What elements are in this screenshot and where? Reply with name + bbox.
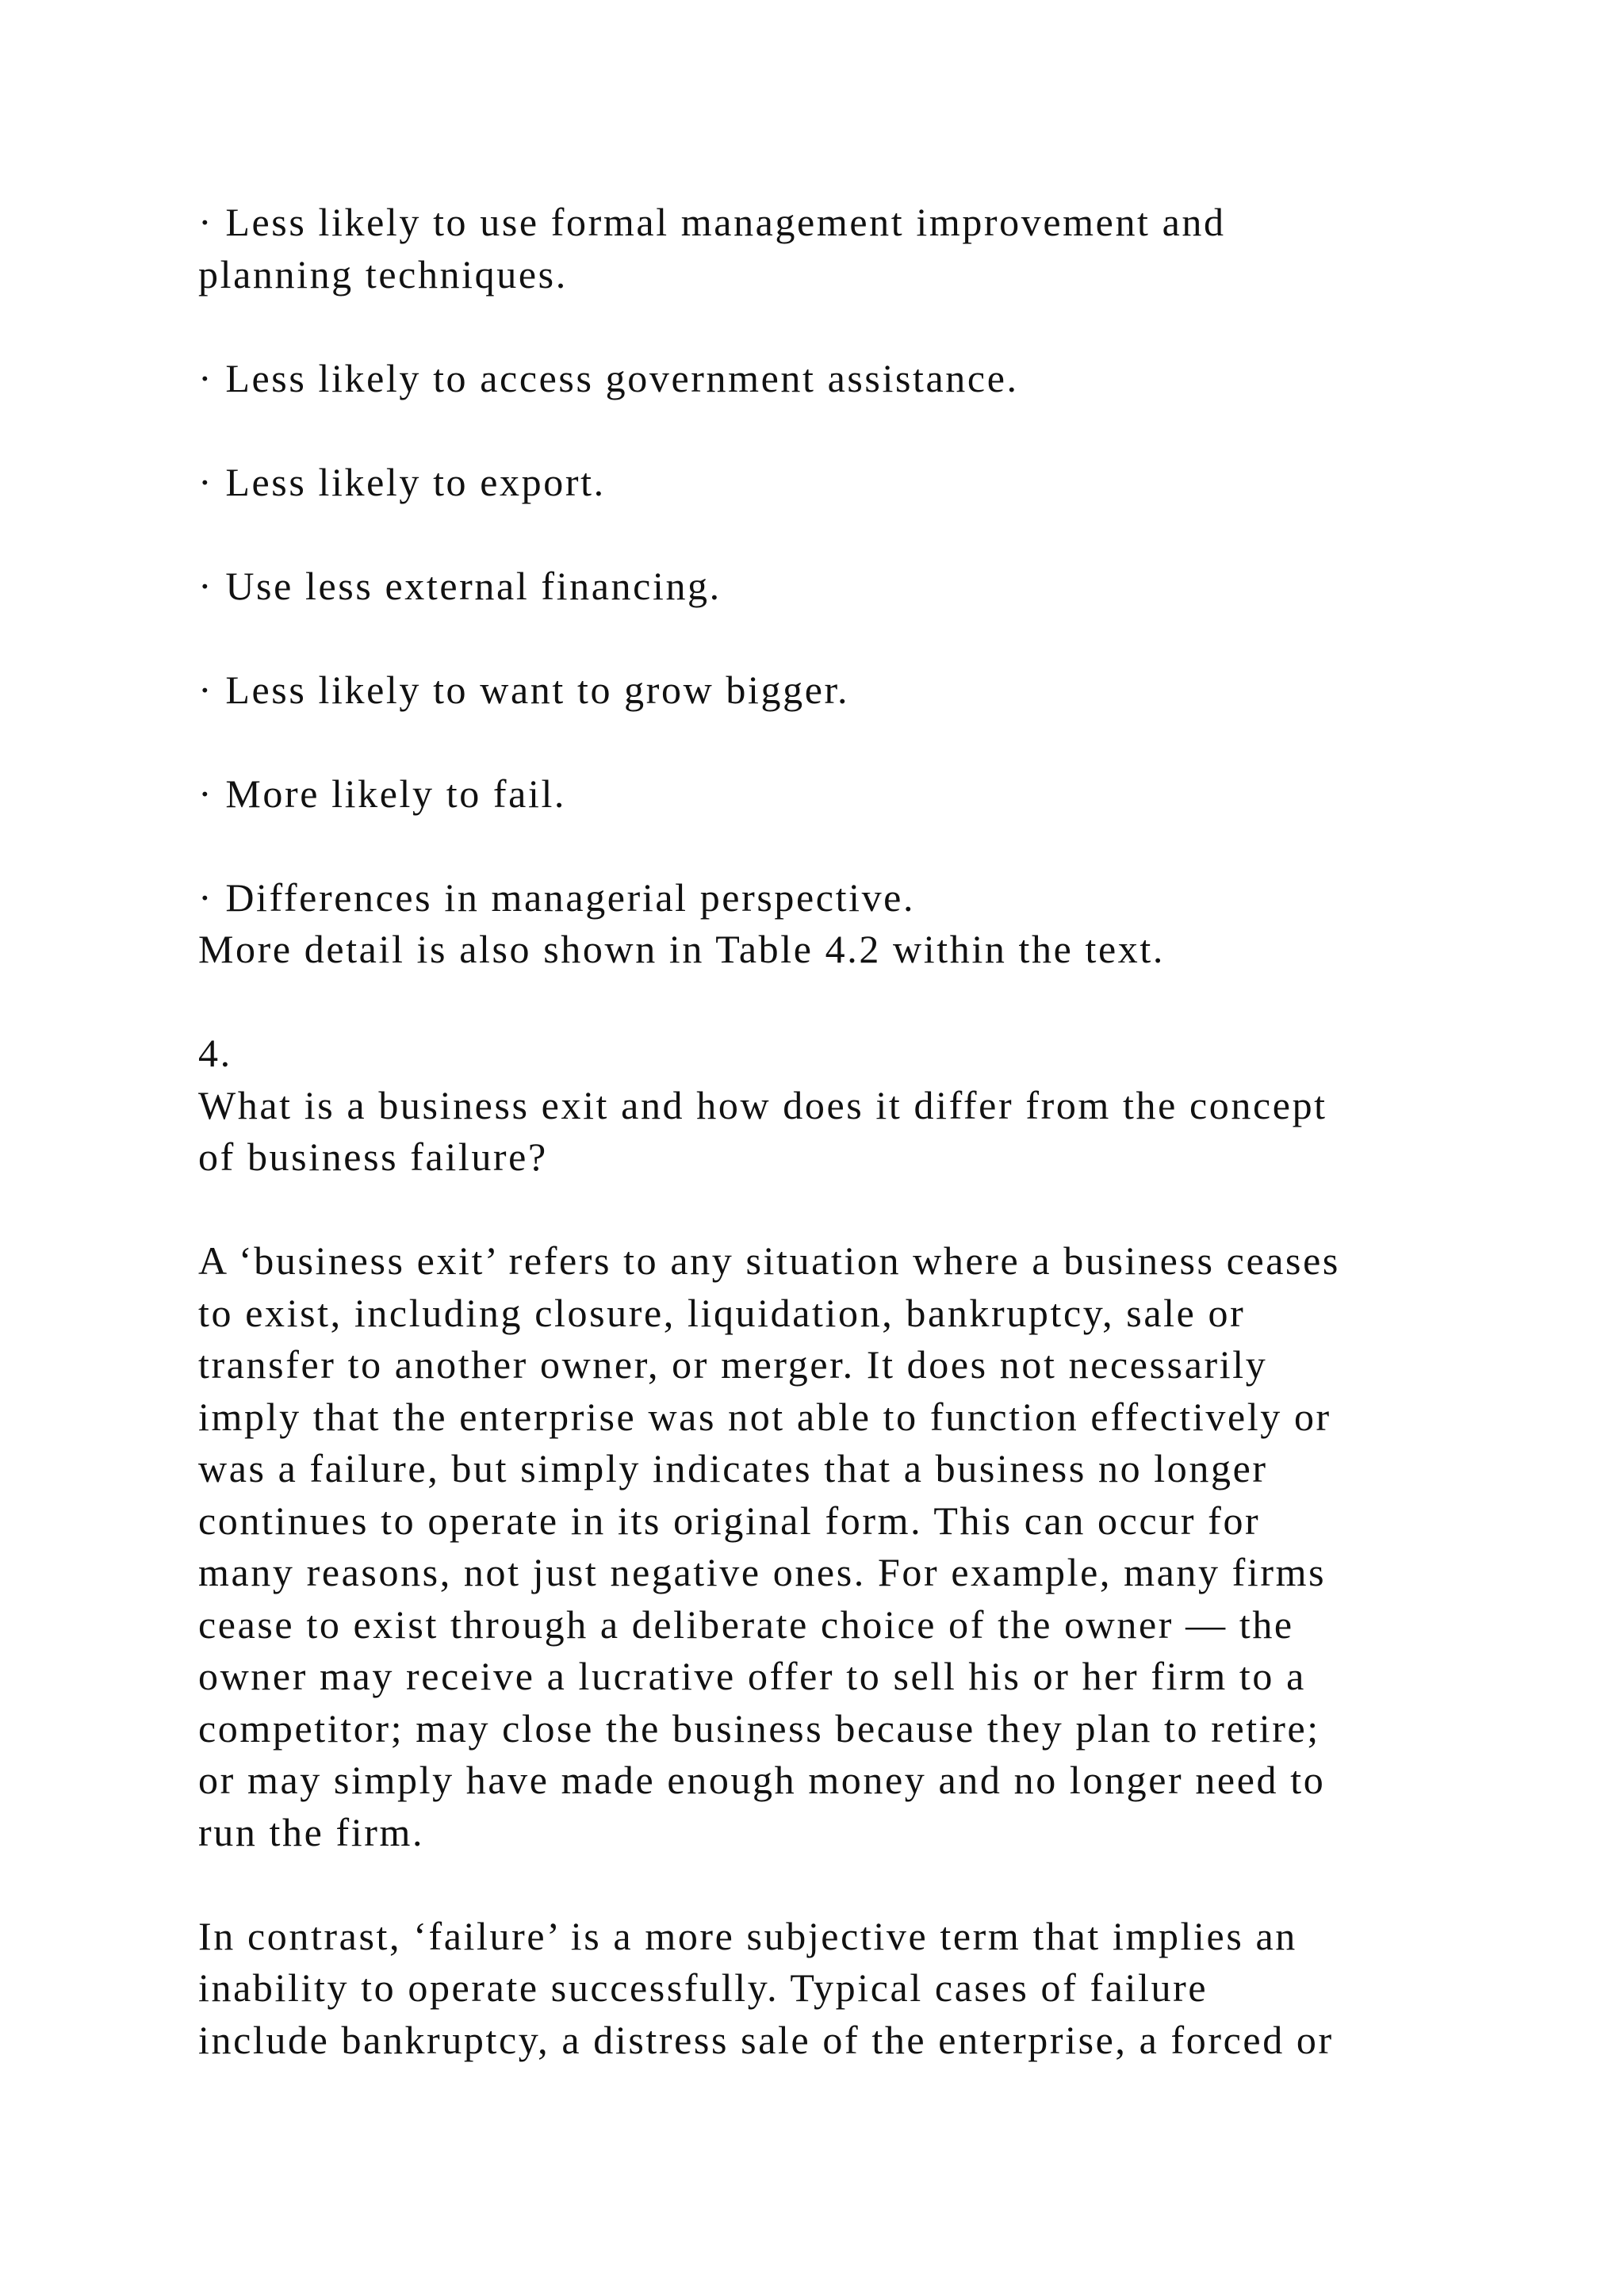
bullet-item bbox=[198, 561, 1499, 613]
paragraph-spacer bbox=[198, 820, 1499, 872]
answer-paragraph-exit bbox=[198, 1235, 1499, 1858]
question-block bbox=[198, 1027, 1499, 1184]
paragraph-spacer bbox=[198, 1184, 1499, 1236]
bullet-item bbox=[198, 457, 1499, 509]
answer-text-line: owner may receive a lucrative offer to sell his or her firm to a bbox=[198, 1654, 1306, 1698]
paragraph-spacer bbox=[198, 300, 1499, 353]
answer-text-line: In contrast, ‘failure’ is a more subjective term that implies an bbox=[198, 1913, 1297, 1958]
bullet-item bbox=[198, 664, 1499, 717]
answer-text-line: many reasons, not just negative ones. For example, many firms bbox=[198, 1550, 1327, 1594]
document-body bbox=[198, 197, 1499, 2066]
bullet-text-line: planning techniques. bbox=[198, 251, 568, 297]
paragraph-spacer bbox=[198, 716, 1499, 768]
bullet-text-line: · Differences in managerial perspective. bbox=[198, 874, 916, 920]
bullet-text-line: · Less likely to access government assistance. bbox=[198, 355, 1019, 400]
answer-text-line: was a failure, but simply indicates that a business no longer bbox=[198, 1446, 1268, 1490]
answer-text-line: transfer to another owner, or merger. It does not necessarily bbox=[198, 1342, 1268, 1387]
answer-text-line: imply that the enterprise was not able to function effectively or bbox=[198, 1394, 1331, 1439]
question-number: 4. bbox=[198, 1031, 232, 1075]
bullet-text-line: · Less likely to use formal management improvement and bbox=[198, 200, 1226, 244]
bullet-list bbox=[198, 197, 1499, 924]
question-text-line: of business failure? bbox=[198, 1135, 548, 1179]
bullet-text-line: · Less likely to want to grow bigger. bbox=[198, 667, 850, 712]
bullet-text-line: · More likely to fail. bbox=[198, 771, 567, 816]
answer-text-line: continues to operate in its original form. This can occur for bbox=[198, 1498, 1261, 1543]
answer-text-line: to exist, including closure, liquidation, bankruptcy, sale or bbox=[198, 1290, 1246, 1335]
answer-text-line: A ‘business exit’ refers to any situation where a business ceases bbox=[198, 1238, 1340, 1283]
bullet-item bbox=[198, 353, 1499, 405]
paragraph-spacer bbox=[198, 612, 1499, 664]
answer-text-line: inability to operate successfully. Typical cases of failure bbox=[198, 1965, 1208, 2010]
question-text-line: What is a business exit and how does it differ from the concept bbox=[198, 1082, 1327, 1127]
bullet-text-line: · Use less external financing. bbox=[198, 563, 722, 608]
paragraph-spacer bbox=[198, 404, 1499, 457]
table-reference-note: More detail is also shown in Table 4.2 within the text. bbox=[198, 927, 1165, 971]
bullet-text-line: · Less likely to export. bbox=[198, 459, 606, 504]
answer-text-line: include bankruptcy, a distress sale of the enterprise, a forced or bbox=[198, 2017, 1334, 2062]
paragraph-spacer bbox=[198, 508, 1499, 561]
answer-text-line: cease to exist through a deliberate choice of the owner — the bbox=[198, 1601, 1294, 1647]
bullet-item bbox=[198, 768, 1499, 821]
bullet-item bbox=[198, 872, 1499, 924]
answer-text-line: competitor; may close the business because they plan to retire; bbox=[198, 1705, 1320, 1751]
paragraph-spacer bbox=[198, 1858, 1499, 1911]
paragraph-spacer bbox=[198, 976, 1499, 1028]
answer-text-line: or may simply have made enough money and no longer need to bbox=[198, 1758, 1326, 1802]
answer-text-line: run the firm. bbox=[198, 1809, 425, 1854]
answer-paragraph-failure bbox=[198, 1911, 1499, 2067]
bullet-item bbox=[198, 197, 1499, 300]
